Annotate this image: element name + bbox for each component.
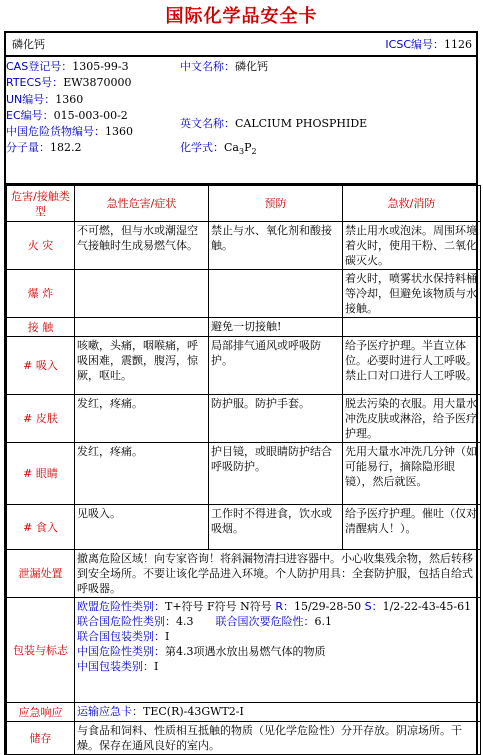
row-eyes-prevention: 护目镜，或眼睛防护结合呼吸防护。 <box>209 443 343 505</box>
table-row <box>7 270 481 318</box>
rtecs-line <box>6 76 132 90</box>
row-contact-category: 接 触 <box>7 318 75 337</box>
s-label: S： <box>364 600 383 613</box>
spill-category: 泄漏处置 <box>7 550 75 598</box>
formula-line <box>180 141 257 159</box>
row-ingestion-symptoms: 见吸入。 <box>75 505 209 550</box>
formula-label: 化学式： <box>180 141 224 154</box>
mw-line <box>6 141 82 155</box>
row-fire-category: 火 灾 <box>7 222 75 270</box>
row-explosion-category: 爆 炸 <box>7 270 75 318</box>
row-inhalation-category: # 吸入 <box>7 337 75 395</box>
en-name-label: 英文名称： <box>180 117 235 130</box>
ec-line <box>6 109 128 123</box>
un-class-line <box>77 614 478 629</box>
rtecs-value: EW3870000 <box>63 76 132 89</box>
un-label: UN编号： <box>6 93 56 106</box>
eu-class-label: 欧盟危险性类别： <box>77 600 165 613</box>
en-name-line <box>180 117 367 131</box>
storage-text: 与食品和饲料、性质相互抵触的物质（见化学危险性）分开存放。阴凉场所。干燥。保存在通风良好的室内。 <box>75 722 481 755</box>
icsc-label: ICSC编号： <box>385 38 444 51</box>
row-skin-firstaid: 脱去污染的衣服。用大量水冲洗皮肤或淋浴，给予医疗护理。 <box>343 395 481 443</box>
un-line <box>6 93 83 107</box>
emergency-value: TEC(R)-43GWT2-I <box>143 705 244 718</box>
row-inhalation-firstaid: 给予医疗护理。半直立体位。必要时进行人工呼吸。禁止口对口进行人工呼吸。 <box>343 337 481 395</box>
cas-value: 1305-99-3 <box>72 60 129 73</box>
table-row <box>7 395 481 443</box>
row-contact-firstaid <box>343 318 481 337</box>
row-ingestion-prevention: 工作时不得进食，饮水或吸烟。 <box>209 505 343 550</box>
formula-p: P <box>244 141 252 154</box>
cn-class-line <box>77 644 478 659</box>
row-eyes-firstaid: 先用大量水冲洗几分钟（如可能易行，摘除隐形眼镜），然后就医。 <box>343 443 481 505</box>
row-explosion-symptoms <box>75 270 209 318</box>
table-row <box>7 505 481 550</box>
row-explosion-firstaid: 着火时，喷雾状水保持料桶等冷却，但避免该物质与水接触。 <box>343 270 481 318</box>
cn-pack-label: 中国包装类别： <box>77 660 154 673</box>
row-skin-prevention: 防护服。防护手套。 <box>209 395 343 443</box>
un-pack-line <box>77 629 478 644</box>
un-pack-label: 联合国包装类别： <box>77 630 165 643</box>
row-ingestion-category: # 食入 <box>7 505 75 550</box>
r-value: 15/29-28-50 <box>293 600 365 613</box>
cas-label: CAS登记号： <box>6 60 73 73</box>
un-class-label: 联合国危险性类别： <box>77 615 176 628</box>
cn-name-value: 磷化钙 <box>235 60 268 73</box>
table-row <box>7 337 481 395</box>
header-row <box>7 186 481 222</box>
header-firstaid: 急救/消防 <box>343 186 481 222</box>
row-fire-prevention: 禁止与水、氧化剂和酸接触。 <box>209 222 343 270</box>
row-inhalation-prevention: 局部排气通风或呼吸防护。 <box>209 337 343 395</box>
mw-label: 分子量： <box>6 141 50 154</box>
row-fire-firstaid: 禁止用水或泡沫。周围环境着火时，使用干粉、二氧化碳灭火。 <box>343 222 481 270</box>
formula-ca-sub: 3 <box>238 147 245 156</box>
header-symptoms: 急性危害/症状 <box>75 186 209 222</box>
mw-value: 182.2 <box>50 141 82 154</box>
formula-ca: Ca <box>224 141 239 154</box>
s-value: 1/2-22-43-45-61 <box>382 600 472 613</box>
identification-block <box>6 57 476 185</box>
row-explosion-prevention <box>209 270 343 318</box>
cn-danger-label: 中国危险货物编号： <box>6 125 105 138</box>
un-pack-value: I <box>165 630 170 643</box>
cas-line <box>6 60 129 74</box>
card-title: 国际化学品安全卡 <box>165 6 318 27</box>
row-inhalation-symptoms: 咳嗽，头痛，咽喉痛，呼吸困难，震颤，腹泻，惊厥，呕吐。 <box>75 337 209 395</box>
rtecs-label: RTECS号： <box>6 76 64 89</box>
row-contact-prevention: 避免一切接触! <box>209 318 343 337</box>
packaging-category: 包装与标志 <box>7 598 75 703</box>
table-row <box>7 222 481 270</box>
row-contact-symptoms <box>75 318 209 337</box>
storage-row <box>7 722 481 755</box>
chemical-name: 磷化钙 <box>12 38 45 51</box>
emergency-content <box>75 703 481 722</box>
en-name-value: CALCIUM PHOSPHIDE <box>235 117 368 130</box>
cn-danger-line <box>6 125 133 139</box>
r-label: R： <box>275 600 294 613</box>
un-value: 1360 <box>55 93 84 106</box>
cn-class-label: 中国危险性类别： <box>77 645 165 658</box>
spill-text: 撤离危险区域！向专家咨询！将斜漏物清扫进容器中。小心收集残余物，然后转移到安全场所。不要让该化学品进入环境。个人防护用具：全套防护服，包括自给式呼吸器。 <box>75 550 481 598</box>
un-sub-label: 联合国次要危险性： <box>215 615 315 628</box>
spill-row <box>7 550 481 598</box>
cn-class-value: 第4.3项遇水放出易燃气体的物质 <box>165 645 326 658</box>
row-skin-symptoms: 发红，疼痛。 <box>75 395 209 443</box>
eu-class-line <box>77 599 478 614</box>
cn-name-label: 中文名称： <box>180 60 235 73</box>
cn-name-line <box>180 60 268 74</box>
table-row <box>7 318 481 337</box>
packaging-content <box>75 598 481 703</box>
ec-label: EC编号： <box>6 109 54 122</box>
ec-value: 015-003-00-2 <box>53 109 128 122</box>
header-prevention: 预防 <box>209 186 343 222</box>
un-sub-value: 6.1 <box>314 615 332 628</box>
row-eyes-category: # 眼睛 <box>7 443 75 505</box>
table-row <box>7 443 481 505</box>
icsc-number <box>385 33 472 57</box>
row-eyes-symptoms: 发红，疼痛。 <box>75 443 209 505</box>
row-skin-category: # 皮肤 <box>7 395 75 443</box>
cn-danger-value: 1360 <box>105 125 133 138</box>
emergency-category: 应急响应 <box>7 703 75 722</box>
chemical-name-row <box>6 33 476 57</box>
cn-pack-value: I <box>154 660 159 673</box>
formula-value <box>224 141 257 154</box>
emergency-row <box>7 703 481 722</box>
icsc-value: 1126 <box>444 38 472 51</box>
row-fire-symptoms: 不可燃，但与水或潮湿空气接触时生成易燃气体。 <box>75 222 209 270</box>
packaging-row <box>7 598 481 703</box>
row-ingestion-firstaid: 给予医疗护理。催吐（仅对清醒病人！）。 <box>343 505 481 550</box>
card-sheet <box>4 31 478 755</box>
un-class-value: 4.3 <box>176 615 194 628</box>
cn-pack-line <box>77 659 478 674</box>
storage-category: 储存 <box>7 722 75 755</box>
formula-p-sub: 2 <box>251 147 257 156</box>
hazard-table <box>6 185 481 755</box>
header-category: 危害/接触类型 <box>7 186 75 222</box>
eu-class-value: T+符号 F符号 N符号 <box>165 600 276 613</box>
emergency-label: 运输应急卡： <box>77 705 143 718</box>
